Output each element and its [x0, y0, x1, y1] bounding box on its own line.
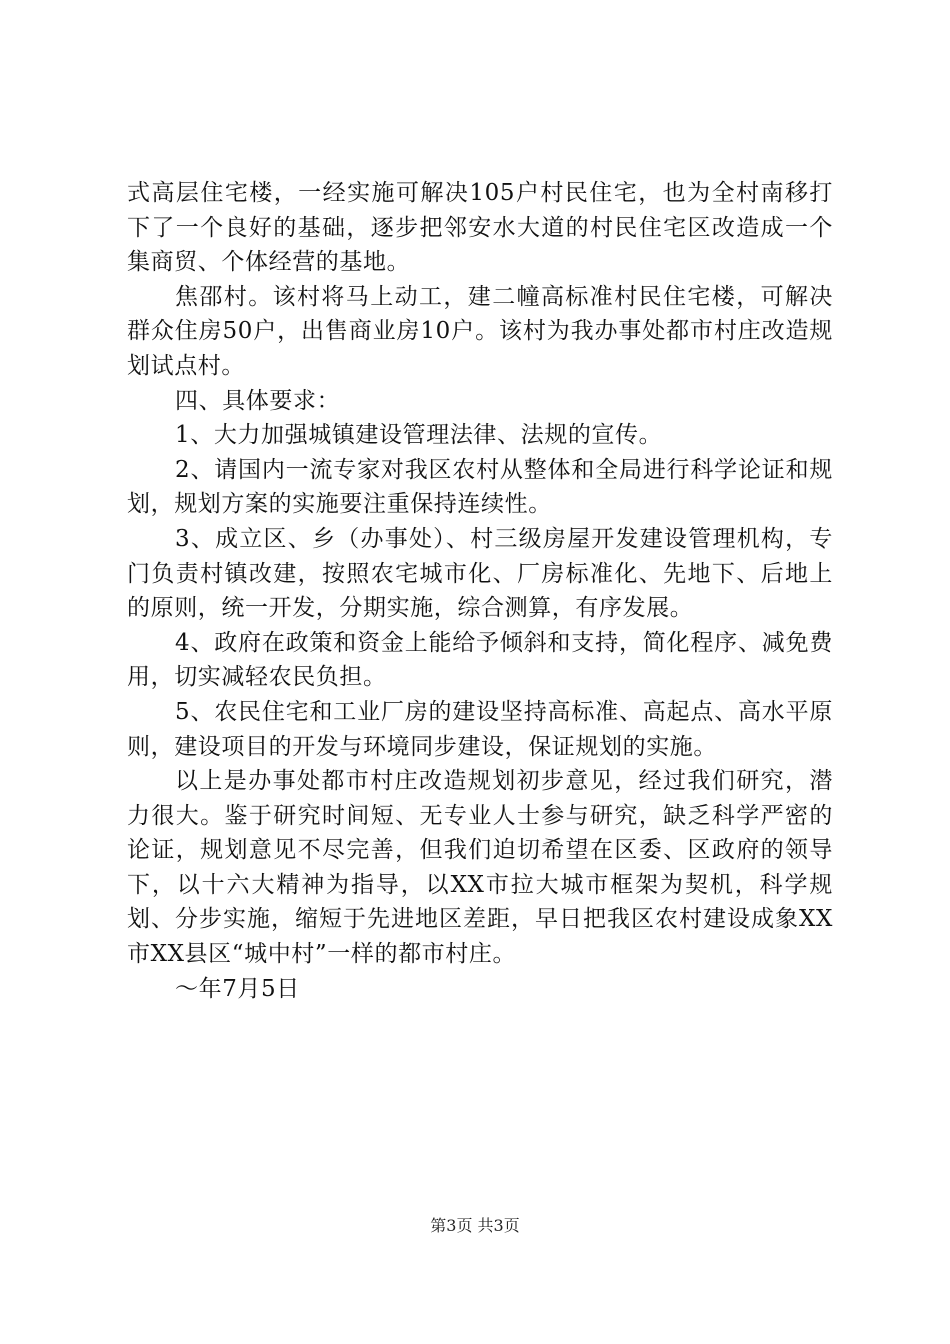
requirement-item-4: 4、政府在政策和资金上能给予倾斜和支持，简化程序、减免费用，切实减轻农民负担。: [127, 629, 833, 691]
page-footer: 第3页 共3页: [430, 1216, 520, 1235]
requirement-item-3: 3、成立区、乡（办事处）、村三级房屋开发建设管理机构，专门负责村镇改建，按照农宅城市化、厂房标准化、先地下、后地上的原则，统一开发，分期实施，综合测算，有序发展。: [127, 525, 833, 622]
document-body: [127, 176, 833, 1006]
document-date: ～年7月5日: [175, 975, 300, 1002]
paragraph-jiaoshao-village: 焦邵村。该村将马上动工，建二幢高标准村民住宅楼，可解决群众住房50户，出售商业房10户。该村为我办事处都市村庄改造规划试点村。: [127, 283, 833, 379]
requirement-item-5: 5、农民住宅和工业厂房的建设坚持高标准、高起点、高水平原则，建设项目的开发与环境同步建设，保证规划的实施。: [127, 698, 833, 760]
requirement-item-2: 2、请国内一流专家对我区农村从整体和全局进行科学论证和规划，规划方案的实施要注重保持连续性。: [127, 456, 833, 518]
paragraph-conclusion: 以上是办事处都市村庄改造规划初步意见，经过我们研究，潜力很大。鉴于研究时间短、无专业人士参与研究，缺乏科学严密的论证，规划意见不尽完善，但我们迫切希望在区委、区政府的领导下，以十六大精神为指导，以XX市拉大城市框架为契机，科学规划、分步实施，缩短于先进地区差距，早日把我区农村建设成象XX市XX县区“城中村”一样的都市村庄。: [127, 768, 833, 968]
paragraph-continuation: 式高层住宅楼，一经实施可解决105户村民住宅，也为全村南移打下了一个良好的基础，逐步把邻安水大道的村民住宅区改造成一个集商贸、个体经营的基地。: [127, 180, 833, 276]
requirement-item-1: 1、大力加强城镇建设管理法律、法规的宣传。: [175, 422, 663, 449]
section-heading-requirements: 四、具体要求：: [175, 387, 341, 414]
